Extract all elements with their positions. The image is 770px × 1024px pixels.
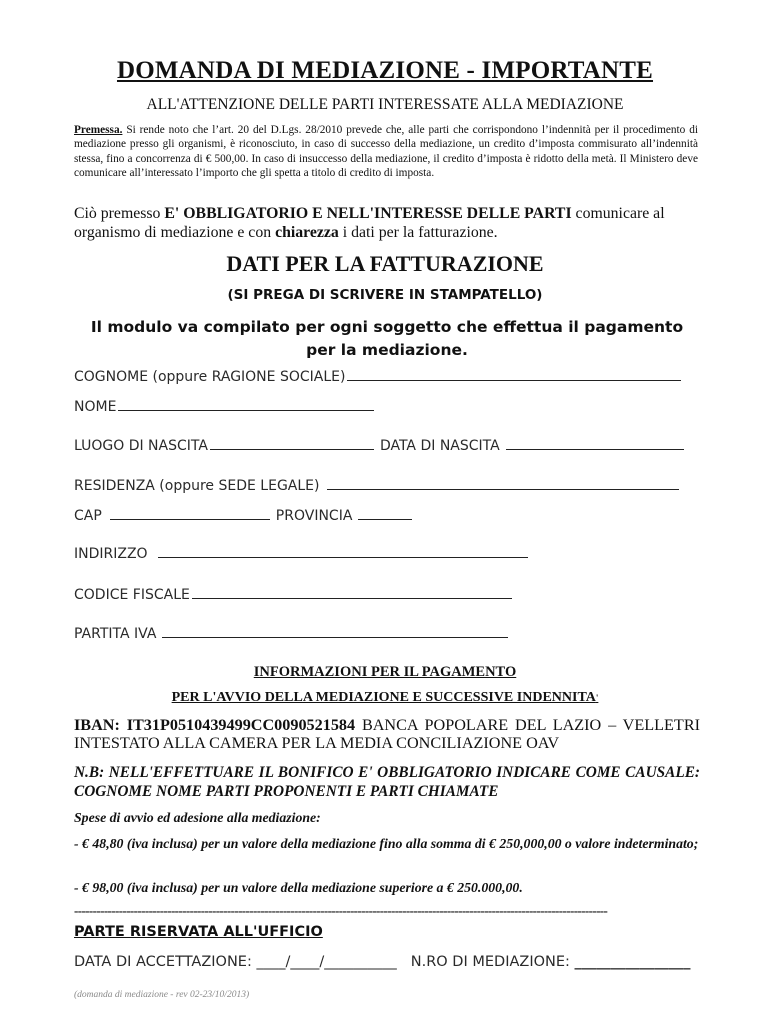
separator-dashes: ----------------------------------------------------------------------------------------------------------------------------------------------- bbox=[74, 903, 608, 918]
modulo-note: Il modulo va compilato per ogni soggetto che effettua il pagamento per la mediazione. bbox=[90, 318, 684, 359]
iban-bank-text: BANCA POPOLARE DEL LAZIO – VELLETRI INTESTATO ALLA CAMERA PER LA MEDIA CONCILIAZIONE OAV bbox=[74, 716, 701, 752]
premessa-text: Si rende noto che l’art. 20 del D.Lgs. 28/2010 prevede che, alle parti che corrispondono l’indennità per il procedimento di mediazione presso gli organismi, è riconosciuto, in caso di successo della mediazione, un credito d’imposta commisurato all’indennità stessa, fino a concorrenza di € 500,00. In caso di insuccesso della mediazione, il credito d’imposta è ridotto della metà. Il Ministero deve comunicare all’interessato l’importo che gli spetta a titolo di credito di imposta. bbox=[74, 124, 698, 179]
field-residenza-label: RESIDENZA (oppure SEDE LEGALE) bbox=[74, 478, 320, 494]
spese-heading: Spese di avvio ed adesione alla mediazione: bbox=[74, 810, 321, 825]
cio-premesso-paragraph bbox=[74, 204, 700, 242]
field-data-nascita-line bbox=[506, 448, 684, 450]
field-codice-fiscale-label: CODICE FISCALE bbox=[74, 587, 190, 603]
pagamento-title: INFORMAZIONI PER IL PAGAMENTO bbox=[253, 664, 517, 680]
field-cap-label: CAP bbox=[74, 508, 102, 524]
cio-text-1: Ciò premesso bbox=[74, 205, 165, 222]
field-codice-fiscale[interactable] bbox=[74, 587, 512, 603]
field-luogo-nascita-line bbox=[210, 448, 374, 450]
revision-footer: (domanda di mediazione - rev 02-23/10/2013) bbox=[74, 990, 250, 1000]
cio-bold-2: chiarezza bbox=[275, 224, 339, 241]
field-partita-iva-label: PARTITA IVA bbox=[74, 626, 157, 642]
nro-mediazione-label: N.RO DI MEDIAZIONE: bbox=[410, 954, 575, 970]
field-cap[interactable] bbox=[74, 508, 412, 524]
field-residenza-line bbox=[327, 488, 679, 490]
premessa-paragraph bbox=[74, 123, 698, 180]
field-partita-iva[interactable] bbox=[74, 626, 508, 642]
field-data-nascita-label: DATA DI NASCITA bbox=[379, 438, 500, 454]
nro-mediazione-line: ________________ bbox=[574, 954, 691, 970]
document-title: DOMANDA DI MEDIAZIONE - IMPORTANTE bbox=[116, 57, 654, 84]
field-cognome-label: COGNOME (oppure RAGIONE SOCIALE) bbox=[74, 369, 346, 385]
field-codice-fiscale-line bbox=[192, 597, 512, 599]
premessa-lead: Premessa. bbox=[74, 124, 123, 136]
field-cognome[interactable] bbox=[74, 369, 681, 385]
field-indirizzo[interactable] bbox=[74, 546, 528, 562]
field-nome-line bbox=[118, 409, 374, 411]
iban-code: IBAN: IT31P0510439499CC0090521584 bbox=[74, 716, 356, 734]
ufficio-title: PARTE RISERVATA ALL'UFFICIO bbox=[74, 924, 323, 940]
field-provincia-label: PROVINCIA bbox=[275, 508, 353, 524]
stampatello-note: (SI PREGA DI SCRIVERE IN STAMPATELLO) bbox=[227, 287, 543, 303]
fatturazione-title: DATI PER LA FATTURAZIONE bbox=[226, 251, 544, 276]
field-indirizzo-line bbox=[158, 556, 528, 558]
field-nome[interactable] bbox=[74, 399, 374, 415]
iban-paragraph bbox=[74, 716, 700, 752]
field-luogo-nascita-label: LUOGO DI NASCITA bbox=[74, 438, 208, 454]
fee-item-1: - € 48,80 (iva inclusa) per un valore della mediazione fino alla somma di € 250,000,00 o valore indeterminato; bbox=[74, 836, 699, 851]
ufficio-fields-row[interactable] bbox=[74, 954, 691, 970]
field-indirizzo-label: INDIRIZZO bbox=[74, 546, 148, 562]
data-accettazione-field: DATA DI ACCETTAZIONE: ____/____/__________ bbox=[74, 954, 397, 970]
fee-item-2: - € 98,00 (iva inclusa) per un valore della mediazione superiore a € 250.000,00. bbox=[74, 880, 523, 895]
cio-text-3: i dati per la fatturazione. bbox=[338, 224, 498, 241]
avvio-mark: ' bbox=[595, 693, 599, 703]
document-subtitle: ALL'ATTENZIONE DELLE PARTI INTERESSATE ALLA MEDIAZIONE bbox=[146, 96, 624, 113]
field-cognome-line bbox=[347, 379, 681, 381]
field-nome-label: NOME bbox=[74, 399, 117, 415]
avvio-text: PER L'AVVIO DELLA MEDIAZIONE E SUCCESSIVE INDENNITA bbox=[171, 690, 596, 705]
field-cap-line bbox=[110, 518, 270, 520]
cio-text-2: comunicare al organismo di mediazione e con bbox=[74, 205, 665, 241]
avvio-heading bbox=[0, 690, 770, 706]
field-provincia-line bbox=[358, 518, 412, 520]
cio-bold-1: E' OBBLIGATORIO E NELL'INTERESSE DELLE PARTI bbox=[164, 205, 572, 222]
field-residenza[interactable] bbox=[74, 478, 679, 494]
field-luogo-nascita[interactable] bbox=[74, 438, 684, 454]
field-partita-iva-line bbox=[162, 636, 508, 638]
nb-causale-note: N.B: NELL'EFFETTUARE IL BONIFICO E' OBBLIGATORIO INDICARE COME CAUSALE: COGNOME NOME PARTI PROPONENTI E PARTI CHIAMATE bbox=[74, 764, 700, 800]
